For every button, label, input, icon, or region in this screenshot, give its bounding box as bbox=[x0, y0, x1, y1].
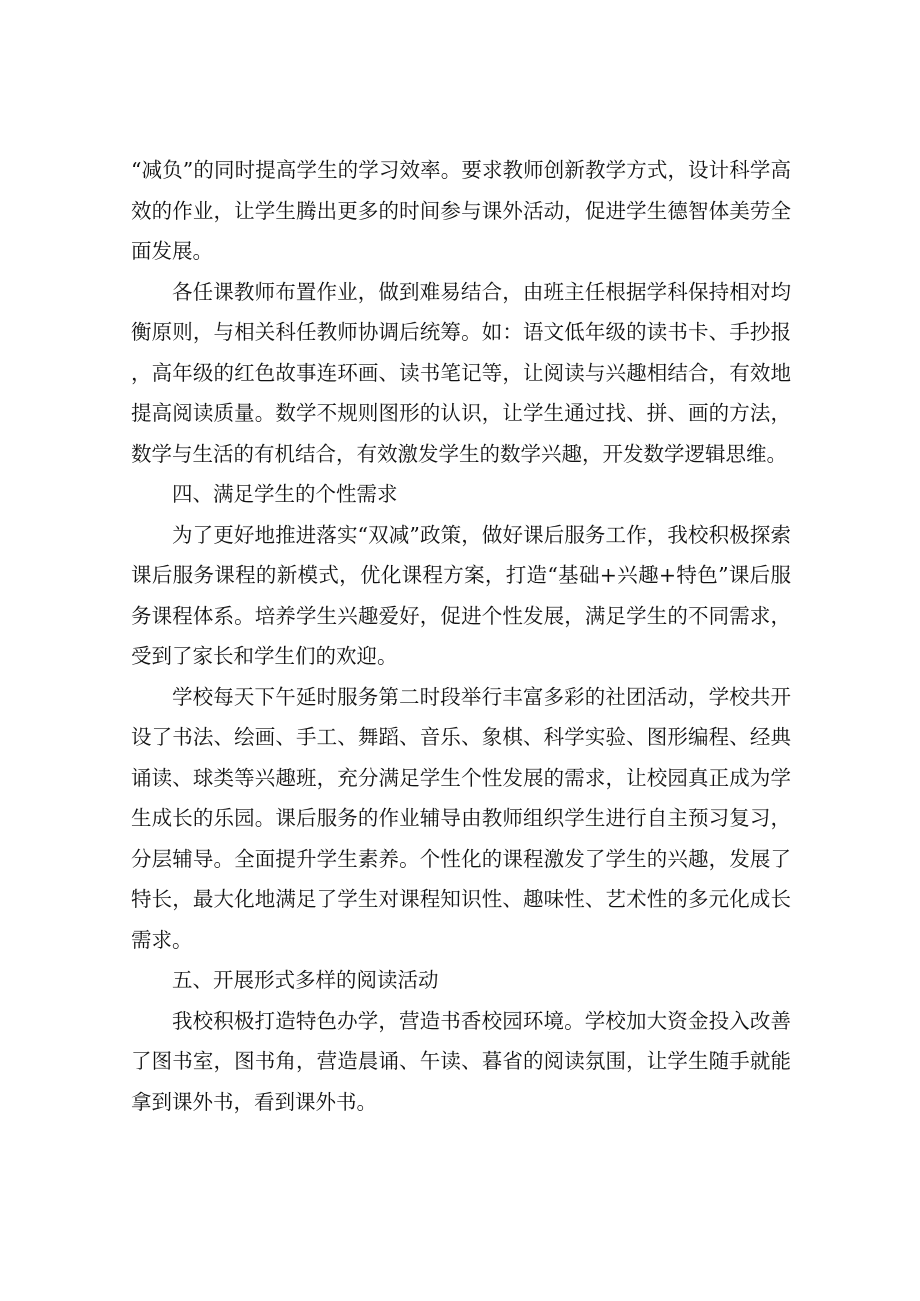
paragraph-homework-arrangement: 各任课教师布置作业，做到难易结合，由班主任根据学科保持相对均衡原则，与相关科任教师协调后统筹。如：语文低年级的读书卡、手抄报，高年级的红色故事连环画、读书笔记等，让阅读与兴趣相结合，有效地提高阅读质量。数学不规则图形的认识，让学生通过找、拼、画的方法，数学与生活的有机结合，有效激发学生的数学兴趣，开发数学逻辑思维。 bbox=[131, 279, 791, 466]
paragraph-after-school-courses: 为了更好地推进落实“双减”政策，做好课后服务工作，我校积极探索课后服务课程的新模式，优化课程方案，打造“基础+兴趣+特色”课后服务课程体系。培养学生兴趣爱好，促进个性发展，满足学生的不同需求，受到了家长和学生们的欢迎。 bbox=[131, 522, 791, 668]
paragraph-reading-environment: 我校积极打造特色办学，营造书香校园环境。学校加大资金投入改善了图书室，图书角，营造晨诵、午读、暮省的阅读氛围，让学生随手就能拿到课外书，看到课外书。 bbox=[131, 1008, 791, 1114]
section-heading-5: 五、开展形式多样的阅读活动 bbox=[172, 968, 439, 992]
paragraph-continuation: “减负”的同时提高学生的学习效率。要求教师创新教学方式，设计科学高效的作业，让学生腾出更多的时间参与课外活动，促进学生德智体美劳全面发展。 bbox=[131, 158, 791, 263]
document-body bbox=[131, 150, 791, 1122]
section-heading-4: 四、满足学生的个性需求 bbox=[172, 482, 398, 506]
paragraph-club-activities: 学校每天下午延时服务第二时段举行丰富多彩的社团活动，学校共开设了书法、绘画、手工、舞蹈、音乐、象棋、科学实验、图形编程、经典诵读、球类等兴趣班，充分满足学生个性发展的需求，让校园真正成为学生成长的乐园。课后服务的作业辅导由教师组织学生进行自主预习复习，分层辅导。全面提升学生素养。个性化的课程激发了学生的兴趣，发展了特长，最大化地满足了学生对课程知识性、趣味性、艺术性的多元化成长需求。 bbox=[131, 684, 791, 952]
